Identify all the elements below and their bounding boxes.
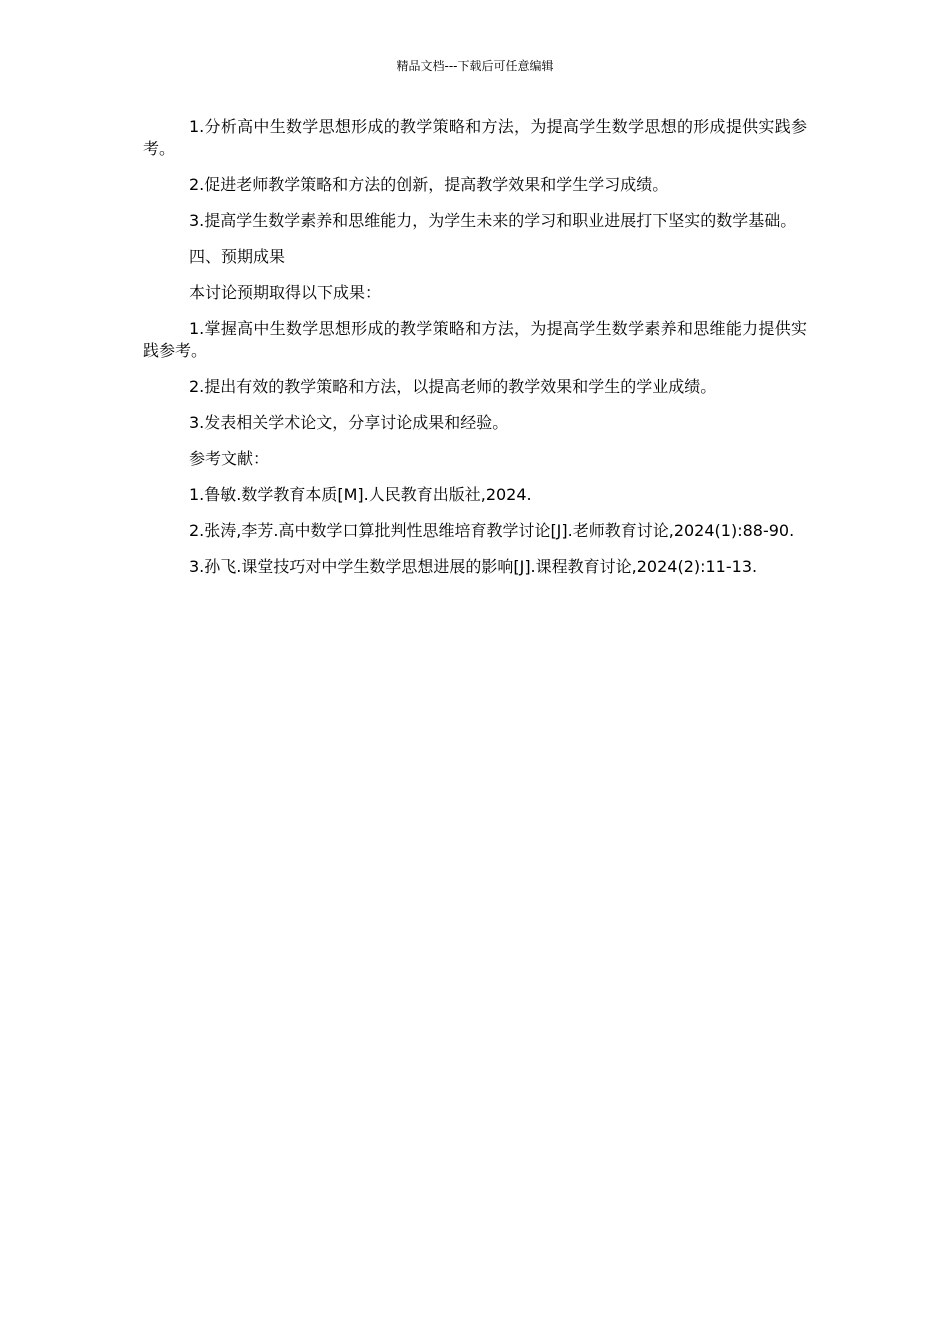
goal-item-3: 3.提高学生数学素养和思维能力，为学生未来的学习和职业进展打下坚实的数学基础。 [189,211,797,230]
goal-item-2: 2.促进老师教学策略和方法的创新，提高教学效果和学生学习成绩。 [189,175,669,194]
outcome-item-2: 2.提出有效的教学策略和方法，以提高老师的教学效果和学生的学业成绩。 [189,377,717,396]
outcome-item-3: 3.发表相关学术论文，分享讨论成果和经验。 [189,413,509,432]
document-body [143,116,807,592]
section-intro: 本讨论预期取得以下成果： [189,283,382,302]
goal-item-1: 1.分析高中生数学思想形成的教学策略和方法，为提高学生数学思想的形成提供实践参考。 [143,117,807,158]
reference-item-1: 1.鲁敏.数学教育本质[M].人民教育出版社,2024. [189,485,532,504]
reference-item-2: 2.张涛,李芳.高中数学口算批判性思维培育教学讨论[J].老师教育讨论,2024(1):88-90. [189,521,795,540]
references-heading: 参考文献： [189,449,270,468]
section-heading: 四、预期成果 [189,247,286,266]
reference-item-3: 3.孙飞.课堂技巧对中学生数学思想进展的影响[J].课程教育讨论,2024(2):11-13. [189,557,758,576]
page-header: 精品文档---下载后可任意编辑 [396,59,554,73]
outcome-item-1: 1.掌握高中生数学思想形成的教学策略和方法，为提高学生数学素养和思维能力提供实践参考。 [143,319,807,360]
